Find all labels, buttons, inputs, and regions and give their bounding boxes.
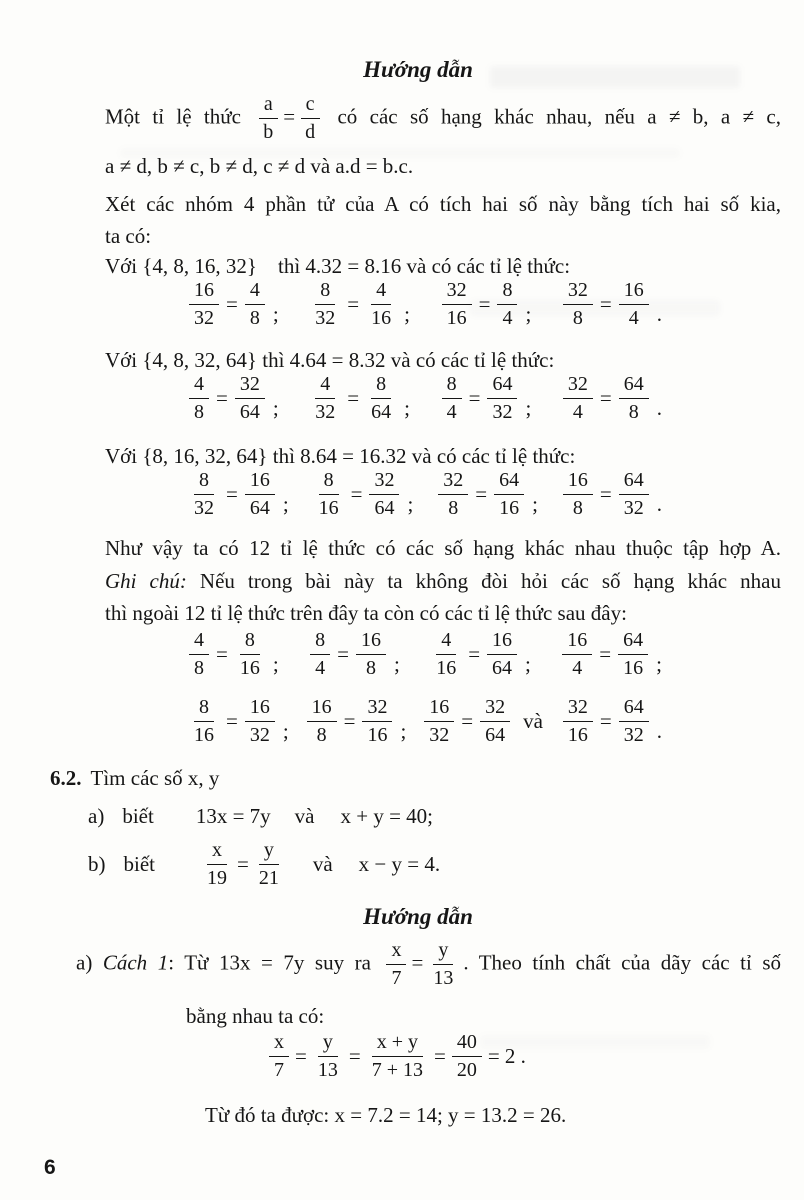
separator: ; xyxy=(282,719,289,743)
xet-line-1: Xét các nhóm 4 phần tử của A có tích hai số này bằng tích hai số kia, xyxy=(105,192,781,216)
equals-sign: = xyxy=(350,482,363,506)
numerator: 4 xyxy=(189,630,209,655)
ratio-group xyxy=(305,630,400,679)
separator: ; xyxy=(525,396,532,420)
numerator: 64 xyxy=(619,697,649,722)
text-token: a) xyxy=(76,950,103,975)
denominator: 7 xyxy=(391,967,402,989)
ratio-group xyxy=(305,280,410,329)
ratio-row-5 xyxy=(184,697,662,746)
numerator: x xyxy=(269,1032,289,1057)
fraction xyxy=(189,697,219,746)
equals-sign: = xyxy=(468,386,481,410)
separator: ; xyxy=(404,302,410,326)
fraction xyxy=(487,630,517,679)
denominator: 16 xyxy=(436,657,457,679)
numerator: 16 xyxy=(356,630,386,655)
denominator: 64 xyxy=(374,497,395,519)
fraction xyxy=(245,280,265,329)
denominator: 8 xyxy=(249,307,260,329)
text-token: = xyxy=(237,852,249,876)
numerator: 16 xyxy=(307,697,337,722)
fraction xyxy=(442,280,472,329)
fraction xyxy=(619,697,649,746)
ratio-group xyxy=(302,697,407,746)
numerator: 16 xyxy=(245,470,275,495)
denominator: 8 xyxy=(628,401,639,423)
fraction xyxy=(442,374,462,423)
fraction xyxy=(314,470,344,519)
denominator: 4 xyxy=(628,307,639,329)
denominator: 16 xyxy=(367,724,388,746)
equals-sign: = xyxy=(226,482,238,506)
numerator: 40 xyxy=(452,1032,482,1057)
fraction xyxy=(431,630,461,679)
denominator: 19 xyxy=(207,867,227,889)
equals-sign: = xyxy=(226,709,238,733)
fraction xyxy=(245,470,275,519)
denominator: 8 xyxy=(194,401,204,423)
ratio-row-1 xyxy=(184,280,662,329)
problem-number: 6.2. xyxy=(50,766,82,790)
denominator: 32 xyxy=(623,497,644,519)
denominator: 8 xyxy=(365,657,376,679)
fraction xyxy=(452,1032,482,1081)
denominator: b xyxy=(263,121,274,143)
numerator: 32 xyxy=(235,374,265,399)
denominator: 16 xyxy=(623,657,644,679)
numerator: a xyxy=(259,94,278,119)
denominator: 20 xyxy=(456,1059,477,1081)
section-heading-huong-dan-1: Hướng dẫn xyxy=(363,57,473,82)
denominator: 64 xyxy=(485,724,506,746)
numerator: 8 xyxy=(315,280,335,305)
equals-sign: = xyxy=(599,709,612,733)
separator: ; xyxy=(404,396,410,420)
numerator: 32 xyxy=(480,697,510,722)
denominator: 4 xyxy=(572,657,583,679)
note-line-1 xyxy=(105,565,781,597)
denominator: 4 xyxy=(315,657,326,679)
separator: ; xyxy=(407,492,414,516)
numerator: 4 xyxy=(245,280,265,305)
numerator: y xyxy=(259,840,279,865)
fraction xyxy=(362,697,392,746)
ratio-group xyxy=(437,374,532,423)
equals-sign: = xyxy=(343,709,356,733)
item-word: biết xyxy=(123,852,155,876)
denominator: 16 xyxy=(239,657,260,679)
numerator: 64 xyxy=(618,630,648,655)
text-token: . Theo tính chất của dãy các tỉ số xyxy=(463,950,782,975)
separator: . xyxy=(656,302,662,326)
numerator: 4 xyxy=(315,374,335,399)
ratio-group xyxy=(558,470,662,519)
fraction xyxy=(367,1032,428,1081)
separator: ; xyxy=(656,652,662,676)
denominator: 16 xyxy=(499,497,520,519)
equals-sign: = xyxy=(347,386,360,410)
denominator: 8 xyxy=(316,724,327,746)
item-equation-1 xyxy=(196,804,271,829)
intro-line-2: a ≠ d, b ≠ c, b ≠ d, c ≠ d và a.d = b.c. xyxy=(105,154,414,178)
fraction xyxy=(366,374,396,423)
fraction xyxy=(313,1032,343,1081)
equals-sign: = xyxy=(475,482,488,506)
page-number: 6 xyxy=(44,1156,56,1179)
group2-heading: Với {4, 8, 32, 64} thì 4.64 = 8.32 và có các tỉ lệ thức: xyxy=(105,348,555,372)
ratio-group xyxy=(557,630,662,679)
text-token: : Từ 13x = 7y suy ra xyxy=(168,950,382,975)
fraction xyxy=(258,94,278,143)
group1-heading: Với {4, 8, 16, 32} thì 4.32 = 8.16 và có các tỉ lệ thức: xyxy=(105,254,571,278)
fraction xyxy=(563,280,593,329)
item-equation-2: x + y = 40; xyxy=(340,804,434,828)
equals-sign: = xyxy=(599,482,612,506)
denominator: 8 xyxy=(194,657,204,679)
fraction xyxy=(618,630,648,679)
denominator: d xyxy=(305,121,316,143)
item-conjunction: và xyxy=(312,852,333,876)
text-token: = 2 . xyxy=(487,1044,526,1068)
equals-sign: = xyxy=(347,292,360,316)
separator: ; xyxy=(282,492,289,516)
solution-result: Từ đó ta được: x = 7.2 = 14; y = 13.2 = 26. xyxy=(205,1103,567,1127)
fraction xyxy=(563,374,593,423)
ratio-group xyxy=(558,374,662,423)
fraction xyxy=(428,940,458,989)
ratio-group xyxy=(184,697,289,746)
equals-sign: = xyxy=(599,386,612,410)
numerator: 32 xyxy=(442,280,472,305)
fraction xyxy=(202,840,232,889)
ratio-group xyxy=(426,630,531,679)
ratio-row-3 xyxy=(184,470,662,519)
fraction xyxy=(189,470,219,519)
text-token: = xyxy=(348,1044,361,1068)
separator: . xyxy=(656,396,662,420)
numerator: 32 xyxy=(563,697,593,722)
fraction xyxy=(487,374,517,423)
fraction xyxy=(356,630,386,679)
numerator: y xyxy=(318,1032,338,1057)
solution-equation xyxy=(263,1032,526,1081)
numerator: 4 xyxy=(436,630,456,655)
xet-line-2: ta có: xyxy=(105,224,152,248)
denominator: 8 xyxy=(572,307,583,329)
equals-sign: = xyxy=(461,709,474,733)
separator: ; xyxy=(525,652,531,676)
denominator: 13 xyxy=(317,1059,338,1081)
item-equation-2: x − y = 4. xyxy=(358,852,441,876)
numerator: 64 xyxy=(619,374,649,399)
equals-sign: = xyxy=(599,292,612,316)
separator: ; xyxy=(393,652,400,676)
ratio-group xyxy=(309,470,414,519)
denominator: 16 xyxy=(194,724,214,746)
text-token: = xyxy=(295,1044,307,1068)
denominator: 32 xyxy=(492,401,513,423)
fraction xyxy=(310,374,340,423)
separator: ; xyxy=(525,302,532,326)
separator: ; xyxy=(400,719,407,743)
ratio-row-2 xyxy=(184,374,662,423)
fraction xyxy=(424,697,454,746)
problem-title: Tìm các số x, y xyxy=(90,766,220,790)
text-token: Nếu trong bài này ta không đòi hỏi các số hạng khác nhau xyxy=(186,569,781,593)
numerator: 16 xyxy=(245,697,275,722)
ratio-group xyxy=(184,630,279,679)
ratio-group xyxy=(558,697,662,746)
fraction xyxy=(563,470,593,519)
ratio-group xyxy=(184,280,279,329)
section-heading-huong-dan-2: Hướng dẫn xyxy=(363,904,473,929)
numerator: 16 xyxy=(487,630,517,655)
fraction xyxy=(497,280,517,329)
numerator: x xyxy=(386,940,406,965)
numerator: 16 xyxy=(424,697,454,722)
numerator: 8 xyxy=(497,280,517,305)
fraction xyxy=(269,1032,289,1081)
separator: . xyxy=(656,719,662,743)
fraction xyxy=(619,470,649,519)
conclusion-line: Như vậy ta có 12 tỉ lệ thức có các số hạng khác nhau thuộc tập hợp A. xyxy=(105,536,781,560)
fraction xyxy=(254,840,284,889)
fraction xyxy=(386,940,406,989)
numerator: 8 xyxy=(194,470,214,495)
item-equation-1 xyxy=(197,840,289,889)
text-token: = xyxy=(411,950,424,975)
text-token: Một tỉ lệ thức xyxy=(105,104,254,129)
denominator: 32 xyxy=(315,401,336,423)
numerator: 16 xyxy=(619,280,649,305)
fraction xyxy=(563,697,593,746)
denominator: 7 xyxy=(274,1059,284,1081)
numerator: x xyxy=(207,840,227,865)
numerator: 8 xyxy=(442,374,462,399)
item-word: biết xyxy=(122,804,154,828)
fraction xyxy=(310,280,340,329)
ratio-group xyxy=(558,280,662,329)
fraction xyxy=(366,280,396,329)
denominator: 64 xyxy=(239,401,260,423)
separator: ; xyxy=(272,302,279,326)
numerator: 8 xyxy=(194,697,214,722)
text-token: = xyxy=(433,1044,446,1068)
numerator: 16 xyxy=(562,630,592,655)
denominator: 32 xyxy=(194,307,214,329)
denominator: 4 xyxy=(446,401,457,423)
fraction xyxy=(235,374,265,423)
group3-heading: Với {8, 16, 32, 64} thì 8.64 = 16.32 và có các tỉ lệ thức: xyxy=(105,444,576,468)
denominator: 4 xyxy=(572,401,583,423)
numerator: 64 xyxy=(487,374,517,399)
fraction xyxy=(619,280,649,329)
ratio-group xyxy=(184,470,289,519)
problem-item-a xyxy=(88,804,433,829)
equals-sign: = xyxy=(478,292,491,316)
denominator: 21 xyxy=(258,867,279,889)
fraction xyxy=(189,630,209,679)
separator: ; xyxy=(272,396,279,420)
text-token: 13x = 7y xyxy=(195,804,271,828)
text-token: = xyxy=(283,104,296,129)
fraction xyxy=(300,94,320,143)
denominator: 32 xyxy=(623,724,644,746)
equals-sign: = xyxy=(468,642,481,666)
fraction xyxy=(189,280,219,329)
ratio-row-4 xyxy=(184,630,662,679)
item-label: b) xyxy=(88,852,106,876)
denominator: 16 xyxy=(318,497,339,519)
denominator: 16 xyxy=(371,307,392,329)
text-token: có các số hạng khác nhau, nếu a ≠ b, a ≠ c, xyxy=(325,104,782,129)
denominator: 8 xyxy=(572,497,583,519)
denominator: 32 xyxy=(429,724,450,746)
fraction xyxy=(562,630,592,679)
numerator: y xyxy=(433,940,453,965)
numerator: 8 xyxy=(319,470,339,495)
numerator: 32 xyxy=(563,374,593,399)
fraction xyxy=(310,630,330,679)
separator: ; xyxy=(532,492,538,516)
numerator: 32 xyxy=(563,280,593,305)
ratio-group xyxy=(419,697,545,746)
fraction xyxy=(619,374,649,423)
numerator: 4 xyxy=(189,374,209,399)
equals-sign: = xyxy=(337,642,349,666)
problem-item-b xyxy=(88,840,440,889)
intro-line-1 xyxy=(105,94,781,143)
ratio-group xyxy=(184,374,279,423)
fraction xyxy=(494,470,524,519)
numerator: 4 xyxy=(371,280,391,305)
denominator: 32 xyxy=(194,497,214,519)
solution-line-2: bằng nhau ta có: xyxy=(186,1004,325,1028)
denominator: 64 xyxy=(249,497,270,519)
denominator: 4 xyxy=(502,307,513,329)
item-conjunction: và xyxy=(294,804,315,828)
equals-sign: = xyxy=(216,642,228,666)
separator: và xyxy=(523,709,543,733)
numerator: 32 xyxy=(438,470,468,495)
numerator: 8 xyxy=(371,374,391,399)
note-line-2: thì ngoài 12 tỉ lệ thức trên đây ta còn có các tỉ lệ thức sau đây: xyxy=(105,601,627,625)
numerator: 32 xyxy=(369,470,399,495)
fraction xyxy=(480,697,510,746)
denominator: 7 + 13 xyxy=(371,1059,423,1081)
text-token: Ghi chú: xyxy=(105,569,187,593)
numerator: 16 xyxy=(563,470,593,495)
numerator: 16 xyxy=(189,280,219,305)
fraction xyxy=(235,630,265,679)
numerator: 64 xyxy=(619,470,649,495)
numerator: 8 xyxy=(310,630,330,655)
separator: . xyxy=(656,492,662,516)
problem-6-2 xyxy=(50,762,219,794)
ratio-group xyxy=(433,470,538,519)
denominator: 32 xyxy=(249,724,270,746)
equals-sign: = xyxy=(216,386,228,410)
separator: ; xyxy=(272,652,279,676)
ratio-group xyxy=(437,280,532,329)
fraction xyxy=(369,470,399,519)
fraction xyxy=(438,470,468,519)
denominator: 8 xyxy=(448,497,459,519)
numerator: 64 xyxy=(494,470,524,495)
numerator: 32 xyxy=(362,697,392,722)
denominator: 16 xyxy=(567,724,588,746)
ratio-group xyxy=(305,374,410,423)
denominator: 64 xyxy=(371,401,392,423)
denominator: 64 xyxy=(492,657,513,679)
numerator: x + y xyxy=(372,1032,423,1057)
solution-line-1 xyxy=(76,940,781,989)
denominator: 13 xyxy=(433,967,454,989)
fraction xyxy=(245,697,275,746)
fraction xyxy=(307,697,337,746)
equals-sign: = xyxy=(599,642,612,666)
numerator: 8 xyxy=(240,630,260,655)
equals-sign: = xyxy=(226,292,238,316)
denominator: 16 xyxy=(446,307,467,329)
denominator: 32 xyxy=(315,307,336,329)
text-token: Cách 1 xyxy=(102,950,169,975)
numerator: c xyxy=(301,94,320,119)
item-label: a) xyxy=(88,804,105,828)
fraction xyxy=(189,374,209,423)
